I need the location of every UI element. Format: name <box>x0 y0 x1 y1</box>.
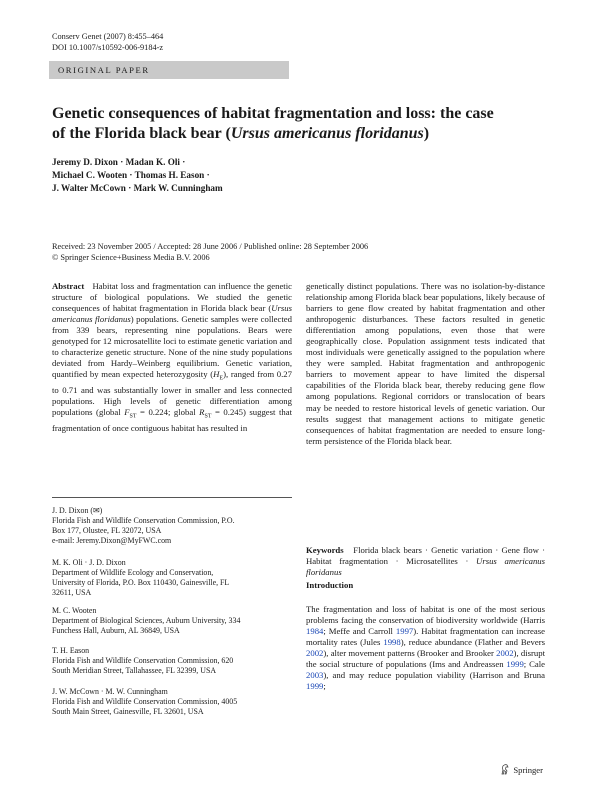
section-band <box>49 61 289 79</box>
affiliation-name: J. W. McCown · M. W. Cunningham <box>52 687 168 696</box>
title-line-1: Genetic consequences of habitat fragmentation and loss: the case <box>52 105 494 122</box>
affiliation-line: 32611, USA <box>52 588 92 597</box>
affiliation-name: J. D. Dixon (✉) <box>52 506 103 515</box>
affiliation-name: M. C. Wooten <box>52 606 97 615</box>
rst-subscript: ST <box>204 413 212 420</box>
intro-text: ). Habitat fragmentation can increase mortality rates (Jules <box>306 626 545 648</box>
affiliation-line: South Meridian Street, Tallahassee, FL 32399, USA <box>52 666 217 675</box>
title-line-2-suffix: ) <box>423 125 430 142</box>
doi: DOI 10.1007/s10592-006-9184-z <box>52 43 164 52</box>
citation-link[interactable]: 2002 <box>306 648 324 659</box>
abstract-text: ) populations. Genetic samples were collected from 339 bears, representing nine populations. Bears were genotyped for 12 microsatellite loci to estimate genetic variation and to characterize genetic structure. None of the nine study populations deviated from Hardy–Weinberg equilibrium. Genetic variation, quantified by mean expected heterozygosity ( <box>52 314 292 380</box>
title-line-2 <box>52 124 552 144</box>
author-line: Michael C. Wooten · Thomas H. Eason · <box>52 170 210 180</box>
intro-text: ), and may reduce population viability (Harrison and Bruna <box>323 670 545 681</box>
introduction-heading: Introduction <box>306 580 354 590</box>
he-subscript: E <box>219 376 224 383</box>
author-list <box>52 156 223 195</box>
intro-text: ; Meffe and Carroll <box>323 626 396 637</box>
intro-text: ; <box>323 681 326 692</box>
citation-link[interactable]: 2002 <box>496 648 514 659</box>
fst-subscript: ST <box>129 413 137 420</box>
intro-text: The fragmentation and loss of habitat is one of the most serious problems facing the conservation of biodiversity worldwide (Harris <box>306 604 545 626</box>
publication-dates <box>52 242 368 263</box>
title-species: Ursus americanus floridanus <box>230 125 424 142</box>
affiliation-line: Funchess Hall, Auburn, AL 36849, USA <box>52 626 180 635</box>
affiliation-line: Florida Fish and Wildlife Conservation Commission, 620 <box>52 656 234 665</box>
abstract-text: ), ranged from 0.27 to 0.71 and was substantially lower in smaller and less connected populations. High levels of genetic differentiation among populations (global <box>52 369 292 418</box>
publisher-footer <box>500 764 543 775</box>
introduction-text <box>306 604 545 692</box>
publisher-name: Springer <box>513 764 543 775</box>
citation-link[interactable]: 2003 <box>306 670 324 681</box>
intro-text: ), disrupt the social structure of populations (Ims and Andreassen <box>306 648 545 670</box>
affiliation-line: Department of Wildlife Ecology and Conservation, <box>52 568 214 577</box>
affiliation-line: Box 177, Olustee, FL 32072, USA <box>52 526 162 535</box>
abstract-right: genetically distinct populations. There was no isolation-by-distance relationship among Florida black bear populations, likely because of barriers to gene flow created by habitat fragmentation and other anthropogenic disturbances. These factors resulted in genetic differentiation among populations, even those that were geographically close. Population assignment tests indicated that most individuals were genetically assigned to the population where they were sampled. Habitat fragmentation and anthropogenic barriers to movement appear to have limited the dispersal capabilities of the Florida black bear, thereby reducing gene flow among populations. Regional corridors or translocation of bears may be needed to restore historical levels of genetic variation. Our results suggest that management actions to mitigate genetic consequences of habitat fragmentation are needed to ensure long-term persistence of the Florida black bear. <box>306 281 545 446</box>
dates-line: Received: 23 November 2005 / Accepted: 28 June 2006 / Published online: 28 September 2006 <box>52 242 369 251</box>
abstract-text: = 0.245) suggest that fragmentation of once contiguous habitat has resulted in <box>52 407 292 434</box>
title-line-2-prefix: of the Florida black bear ( <box>52 125 231 142</box>
he-symbol: H <box>213 369 220 380</box>
affiliation-block <box>52 558 229 598</box>
affiliation-block <box>52 687 237 717</box>
abstract-left <box>52 281 292 434</box>
affiliation-block <box>52 646 233 676</box>
affiliation-line: Department of Biological Sciences, Auburn University, 334 <box>52 616 241 625</box>
citation-link[interactable]: 1999 <box>306 681 324 692</box>
footnote-divider <box>52 497 292 498</box>
citation-link[interactable]: 1998 <box>383 637 401 648</box>
paper-title <box>52 104 552 144</box>
keywords-species: Ursus americanus floridanus <box>306 556 546 578</box>
journal-header <box>52 31 163 53</box>
affiliation-email[interactable]: e-mail: Jeremy.Dixon@MyFWC.com <box>52 536 172 545</box>
journal-citation: Conserv Genet (2007) 8:455–464 <box>52 32 164 41</box>
affiliation-line: Florida Fish and Wildlife Conservation Commission, 4005 <box>52 697 238 706</box>
intro-text: ), alter movement patterns (Brooker and Brooker <box>323 648 497 659</box>
intro-text: ; Cale <box>523 659 545 670</box>
springer-horse-icon <box>500 764 510 775</box>
abstract-species: Ursus americanus floridanus <box>52 303 292 325</box>
keywords-heading: Keywords <box>306 545 344 555</box>
affiliation-line: Florida Fish and Wildlife Conservation Commission, P.O. <box>52 516 235 525</box>
citation-link[interactable]: 1997 <box>395 626 414 637</box>
abstract-heading: Abstract <box>52 281 85 291</box>
keywords <box>306 545 545 578</box>
affiliation-block <box>52 506 235 546</box>
author-line: Jeremy D. Dixon · Madan K. Oli · <box>52 157 186 167</box>
abstract-text: Habitat loss and fragmentation can influence the genetic structure of biological populations. We studied the genetic consequences of habitat fragmentation in Florida black bear ( <box>52 281 292 314</box>
intro-text: ), reduce abundance (Flather and Bevers <box>400 637 545 648</box>
citation-link[interactable]: 1999 <box>506 659 524 670</box>
affiliation-block <box>52 606 240 636</box>
abstract-text: = 0.224; global <box>136 407 200 418</box>
citation-link[interactable]: 1984 <box>306 626 324 637</box>
affiliation-line: South Main Street, Gainesville, FL 32601, USA <box>52 707 204 716</box>
keywords-text: Florida black bears · Genetic variation · Gene flow · Habitat fragmentation · Microsatellites · <box>306 545 546 567</box>
copyright-line: © Springer Science+Business Media B.V. 2006 <box>52 252 210 262</box>
section-band-label: ORIGINAL PAPER <box>58 65 150 75</box>
affiliation-name: M. K. Oli · J. D. Dixon <box>52 558 126 567</box>
fst-symbol: F <box>124 407 130 418</box>
affiliation-name: T. H. Eason <box>52 646 90 655</box>
affiliation-line: University of Florida, P.O. Box 110430, Gainesville, FL <box>52 578 230 587</box>
rst-symbol: R <box>199 407 205 418</box>
author-line: J. Walter McCown · Mark W. Cunningham <box>52 183 223 193</box>
